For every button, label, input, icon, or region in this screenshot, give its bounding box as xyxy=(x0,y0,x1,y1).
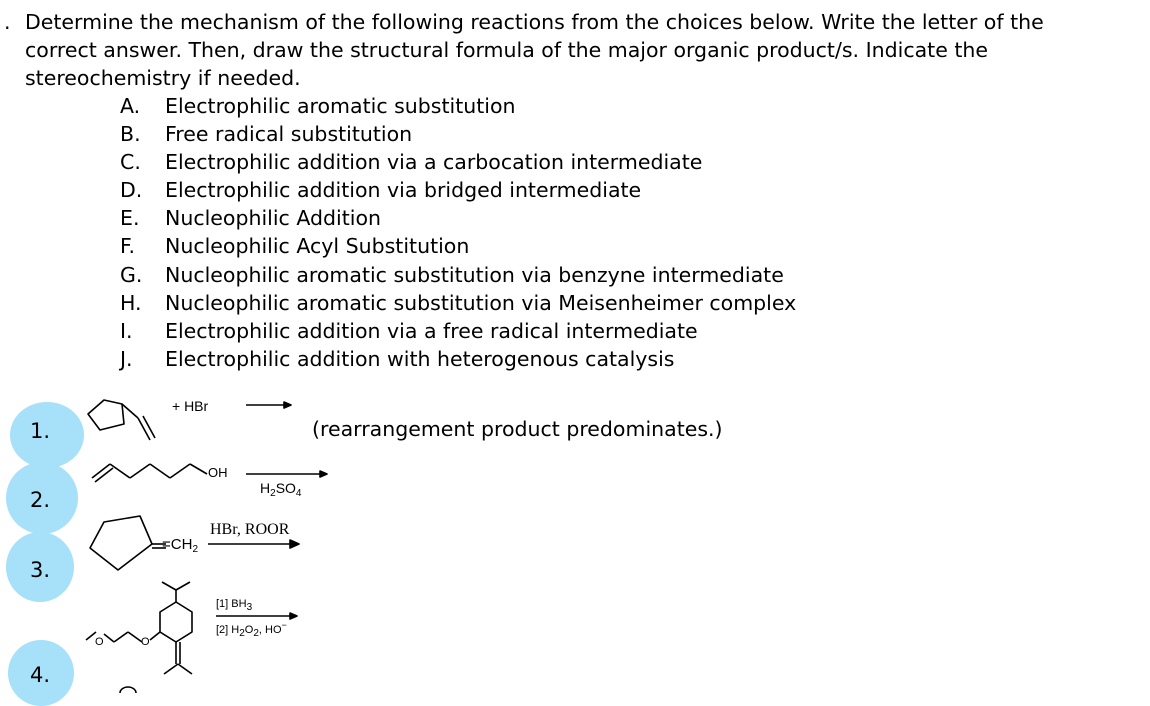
choice-letter: E. xyxy=(120,206,140,231)
choice-letter: H. xyxy=(120,290,142,315)
reaction-2-oh-label: OH xyxy=(208,465,228,480)
choice-letter: A. xyxy=(120,94,141,118)
reaction-1-reagent: + HBr xyxy=(172,398,209,414)
reaction-4-o-right: O xyxy=(141,636,150,648)
choice-letter: G. xyxy=(120,262,143,287)
choice-text: Electrophilic addition with heterogenous catalysis xyxy=(165,346,675,371)
question-number-4: 4. xyxy=(30,663,51,687)
choice-text: Nucleophilic Acyl Substitution xyxy=(165,234,470,259)
choice-letter: I. xyxy=(120,318,133,343)
reaction-3-ch2-label: $=CH_2$ xyxy=(162,536,198,555)
choice-text: Free radical substitution xyxy=(165,122,413,147)
instructions-bullet: . xyxy=(4,10,11,34)
choice-text: Nucleophilic aromatic substitution via Meisenheimer complex xyxy=(165,290,797,315)
reaction-2-reagent: $H_2SO_4$ xyxy=(260,480,302,499)
choice-letter: C. xyxy=(120,150,141,175)
reaction-3-reagent: HBr, ROOR xyxy=(210,521,290,538)
choice-text: Nucleophilic aromatic substitution via benzyne intermediate xyxy=(165,262,784,287)
choice-letter: D. xyxy=(120,178,143,203)
reaction-1-arrow xyxy=(246,402,291,408)
question-number-3: 3. xyxy=(30,558,51,582)
reaction-1-note: (rearrangement product predominates.) xyxy=(312,417,723,441)
choice-text: Nucleophilic Addition xyxy=(165,206,381,231)
choice-text: Electrophilic addition via bridged intermediate xyxy=(165,178,642,203)
reaction-2-arrow xyxy=(246,471,327,477)
choice-text: Electrophilic aromatic substitution xyxy=(165,94,516,118)
choice-text: Electrophilic addition via a carbocation intermediate xyxy=(165,150,703,175)
reaction-4-o-left: O xyxy=(95,636,104,648)
reaction-4-reagent-line2: [2] H2O2, HO− xyxy=(216,620,287,639)
question-number-2: 2. xyxy=(30,488,51,512)
reaction-3-structure xyxy=(90,516,166,570)
choice-letter: F. xyxy=(120,234,136,259)
instructions-text: Determine the mechanism of the following reactions from the choices below. Write the letter of the correct answer. Then, draw the structural formula of the major organic product/s. Indicate the stereochemistry if needed. xyxy=(25,10,1044,90)
choice-letter: B. xyxy=(120,122,141,147)
choice-letter: J. xyxy=(120,346,133,371)
choice-text: Electrophilic addition via a free radical intermediate xyxy=(165,318,698,343)
reaction-1-structure xyxy=(88,400,155,440)
question-number-1: 1. xyxy=(30,419,51,443)
reaction-3-arrow xyxy=(208,540,299,548)
reaction-2-structure xyxy=(92,464,207,482)
reaction-4-arrow xyxy=(216,613,297,619)
reaction-4-reagent-line1: [1] BH3 xyxy=(216,598,253,613)
